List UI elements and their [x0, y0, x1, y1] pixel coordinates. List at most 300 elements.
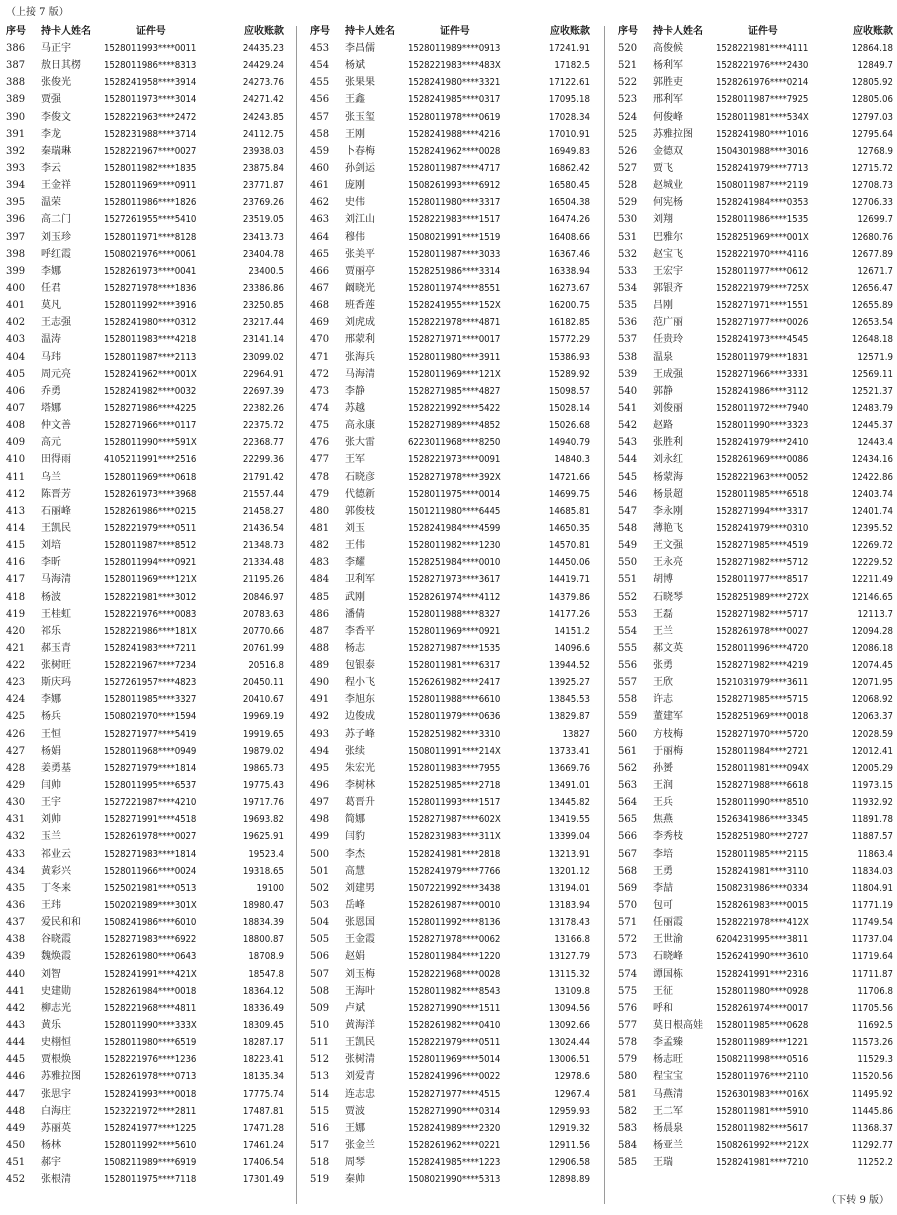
- amount-receivable: 11711.87: [851, 968, 893, 980]
- table-row: [6, 967, 284, 984]
- amount-receivable: 11292.77: [851, 1140, 893, 1151]
- cardholder-name: 周琴: [345, 1157, 365, 1169]
- table-row: [6, 41, 284, 58]
- amount-receivable: 12655.89: [851, 300, 893, 312]
- amount-receivable: 12805.06: [851, 94, 893, 106]
- amount-receivable: 12706.33: [851, 197, 893, 209]
- amount-receivable: 11520.56: [851, 1071, 893, 1083]
- cardholder-name: 王世渝: [653, 934, 683, 946]
- id-number: 1528221967****7234: [104, 660, 197, 672]
- cardholder-name: 丁冬来: [41, 882, 71, 894]
- amount-receivable: 14570.81: [548, 540, 590, 552]
- row-no: 555: [618, 642, 638, 654]
- cardholder-name: 高慧: [345, 865, 365, 877]
- cardholder-name: 杨景超: [653, 488, 683, 500]
- cardholder-name: 王娜: [345, 1122, 365, 1134]
- row-no: 420: [6, 625, 26, 637]
- table-row: [310, 984, 590, 1001]
- table-row: [618, 641, 893, 658]
- cardholder-name: 贾飞: [653, 162, 673, 174]
- table-row: [618, 127, 893, 144]
- amount-receivable: 15386.93: [548, 351, 590, 363]
- id-number: 1528271982****4219: [716, 660, 809, 672]
- row-no: 441: [6, 985, 26, 997]
- id-number: 1528011986****1826: [104, 197, 197, 209]
- amount-receivable: 19879.02: [242, 745, 284, 757]
- row-no: 396: [6, 214, 26, 226]
- row-no: 527: [618, 162, 638, 174]
- row-no: 502: [310, 882, 330, 894]
- cardholder-name: 张树旺: [41, 660, 71, 672]
- cardholder-name: 董建军: [653, 711, 683, 723]
- id-number: 1528011993****0011: [104, 43, 197, 54]
- row-no: 501: [310, 865, 330, 877]
- row-no: 414: [6, 522, 26, 534]
- id-number: 1528011985****6518: [716, 488, 809, 500]
- id-number: 1528261973****0041: [104, 265, 197, 277]
- id-number: 1508261993****6912: [408, 180, 501, 192]
- table-row: [6, 641, 284, 658]
- table-row: [6, 812, 284, 829]
- amount-receivable: 14940.79: [548, 437, 590, 449]
- row-no: 541: [618, 402, 638, 414]
- row-no: 444: [6, 1037, 26, 1049]
- amount-receivable: 12012.41: [851, 745, 893, 757]
- id-number: 1528261984****0018: [104, 985, 197, 997]
- id-number: 1528221978****412X: [716, 917, 809, 929]
- amount-receivable: 24243.85: [242, 111, 284, 123]
- table-rows: [310, 41, 590, 1189]
- id-number: 1508021976****0061: [104, 248, 197, 260]
- cardholder-name: 王征: [653, 985, 673, 997]
- id-number: 1528221976****2430: [716, 60, 809, 72]
- cardholder-name: 刘江山: [345, 214, 375, 226]
- row-no: 454: [310, 60, 330, 72]
- table-row: [6, 761, 284, 778]
- table-row: [618, 92, 893, 109]
- amount-receivable: 13827: [562, 728, 590, 740]
- table-row: [618, 590, 893, 607]
- amount-receivable: 12229.52: [851, 557, 893, 569]
- cardholder-name: 张根清: [41, 1174, 71, 1186]
- cardholder-name: 巴雅尔: [653, 231, 683, 243]
- table-row: [6, 92, 284, 109]
- row-no: 585: [618, 1157, 638, 1169]
- cardholder-name: 郝文英: [653, 642, 683, 654]
- cardholder-name: 王勇: [653, 865, 673, 877]
- table-row: [6, 744, 284, 761]
- id-number: 1528241981****7210: [716, 1157, 809, 1169]
- header-no: 序号: [6, 26, 26, 37]
- cardholder-name: 王宇: [41, 797, 61, 809]
- table-row: [310, 1069, 590, 1086]
- amount-receivable: 16367.46: [548, 248, 590, 260]
- id-number: 1528011985****3327: [104, 694, 197, 706]
- id-number: 1508261992****212X: [716, 1140, 809, 1151]
- cardholder-name: 刘爱青: [345, 1071, 375, 1083]
- table-row: [618, 709, 893, 726]
- amount-receivable: 11692.5: [857, 1020, 893, 1032]
- id-number: 1528271990****0314: [408, 1105, 501, 1117]
- amount-receivable: 14650.35: [548, 522, 590, 534]
- id-number: 1528271982****5712: [716, 557, 809, 569]
- amount-receivable: 18287.17: [242, 1037, 284, 1049]
- table-row: [618, 1087, 893, 1104]
- row-no: 469: [310, 317, 330, 329]
- amount-receivable: 20410.67: [242, 694, 284, 706]
- amount-receivable: 11719.64: [851, 951, 893, 963]
- cardholder-name: 王桂虹: [41, 608, 71, 620]
- id-number: 1508021970****1594: [104, 711, 197, 723]
- amount-receivable: 23413.73: [242, 231, 284, 243]
- row-no: 522: [618, 77, 638, 89]
- row-no: 582: [618, 1105, 638, 1117]
- row-no: 476: [310, 437, 330, 449]
- table-row: [618, 607, 893, 624]
- cardholder-name: 李旭东: [345, 694, 375, 706]
- row-no: 508: [310, 985, 330, 997]
- row-no: 537: [618, 334, 638, 346]
- cardholder-name: 苏丽英: [41, 1122, 71, 1134]
- table-row: [618, 470, 893, 487]
- id-number: 1528011994****0921: [104, 557, 197, 569]
- row-no: 493: [310, 728, 330, 740]
- id-number: 1528261982****0410: [408, 1020, 501, 1032]
- id-number: 1528221967****0027: [104, 145, 197, 157]
- row-no: 421: [6, 642, 26, 654]
- cardholder-name: 胡博: [653, 574, 673, 586]
- row-no: 546: [618, 488, 638, 500]
- amount-receivable: 24435.23: [242, 43, 284, 54]
- row-no: 399: [6, 265, 26, 277]
- row-no: 461: [310, 180, 330, 192]
- cardholder-name: 谷晓霞: [41, 934, 71, 946]
- amount-receivable: 13845.53: [548, 694, 590, 706]
- amount-receivable: 16408.66: [548, 231, 590, 243]
- amount-receivable: 19625.91: [242, 831, 284, 843]
- id-number: 1528241989****2320: [408, 1122, 501, 1134]
- amount-receivable: 14379.86: [548, 591, 590, 603]
- row-no: 540: [618, 385, 638, 397]
- id-number: 1528011977****8517: [716, 574, 809, 586]
- table-row: [6, 384, 284, 401]
- row-no: 387: [6, 60, 26, 72]
- table-row: [310, 692, 590, 709]
- amount-receivable: 23519.05: [242, 214, 284, 226]
- amount-receivable: 12269.72: [851, 540, 893, 552]
- table-row: [6, 1001, 284, 1018]
- table-row: [6, 58, 284, 75]
- amount-receivable: 12445.37: [851, 420, 893, 432]
- amount-receivable: 20770.66: [242, 625, 284, 637]
- amount-receivable: 15289.92: [548, 368, 590, 380]
- amount-receivable: 12919.32: [548, 1122, 590, 1134]
- row-no: 395: [6, 197, 26, 209]
- table-row: [618, 778, 893, 795]
- table-row: [618, 967, 893, 984]
- cardholder-name: 李云: [41, 162, 61, 174]
- table-row: [310, 812, 590, 829]
- amount-receivable: 18364.12: [242, 985, 284, 997]
- amount-receivable: 21557.44: [242, 488, 284, 500]
- table-row: [618, 178, 893, 195]
- table-row: [310, 641, 590, 658]
- table-row: [6, 367, 284, 384]
- id-number: 1528011971****8128: [104, 231, 197, 243]
- id-number: 1528011985****2115: [716, 848, 809, 860]
- table-row: [310, 778, 590, 795]
- row-no: 447: [6, 1088, 26, 1100]
- table-row: [618, 881, 893, 898]
- id-number: 1528271989****4852: [408, 420, 501, 432]
- table-row: [618, 212, 893, 229]
- cardholder-name: 刘玉: [345, 522, 365, 534]
- table-row: [6, 829, 284, 846]
- row-no: 393: [6, 162, 26, 174]
- id-number: 1528271977****4515: [408, 1088, 501, 1100]
- table-row: [310, 1018, 590, 1035]
- amount-receivable: 20516.8: [248, 660, 284, 672]
- table-row: [6, 864, 284, 881]
- cardholder-name: 苏子峰: [345, 728, 375, 740]
- cardholder-name: 温荣: [41, 197, 61, 209]
- amount-receivable: 17122.61: [548, 77, 590, 89]
- column-divider-1: [296, 26, 297, 1204]
- amount-receivable: 12911.56: [548, 1140, 590, 1151]
- header-amount: 应收账款: [244, 26, 284, 37]
- row-no: 521: [618, 60, 638, 72]
- table-row: [618, 538, 893, 555]
- cardholder-name: 李树林: [345, 780, 375, 792]
- amount-receivable: 12569.11: [851, 368, 893, 380]
- amount-receivable: 11368.37: [851, 1122, 893, 1134]
- id-number: 1528261974****0017: [716, 1002, 809, 1014]
- cardholder-name: 杨志: [345, 642, 365, 654]
- id-number: 1528011981****6317: [408, 660, 501, 672]
- id-number: 1527261955****5410: [104, 214, 197, 226]
- amount-receivable: 17471.28: [242, 1122, 284, 1134]
- id-number: 1528271982****5717: [716, 608, 809, 620]
- cardholder-name: 杨志旺: [653, 1054, 683, 1066]
- cardholder-name: 王恒: [41, 728, 61, 740]
- amount-receivable: 13399.04: [548, 831, 590, 843]
- id-number: 1528221968****0028: [408, 968, 501, 980]
- row-no: 477: [310, 454, 330, 466]
- table-row: [618, 350, 893, 367]
- id-number: 1528261969****0086: [716, 454, 809, 466]
- row-no: 581: [618, 1088, 638, 1100]
- table-row: [6, 607, 284, 624]
- amount-receivable: 19717.76: [242, 797, 284, 809]
- table-row: [618, 984, 893, 1001]
- table-row: [310, 230, 590, 247]
- id-number: 1528221983****1517: [408, 214, 501, 226]
- table-header: [6, 24, 284, 41]
- amount-receivable: 12677.89: [851, 248, 893, 260]
- row-no: 514: [310, 1088, 330, 1100]
- row-no: 416: [6, 557, 26, 569]
- cardholder-name: 赵路: [653, 420, 673, 432]
- amount-receivable: 12699.7: [857, 214, 893, 226]
- table-row: [618, 572, 893, 589]
- amount-receivable: 18223.41: [242, 1054, 284, 1066]
- table-row: [618, 812, 893, 829]
- row-no: 577: [618, 1020, 638, 1032]
- cardholder-name: 方枝梅: [653, 728, 683, 740]
- id-number: 1528241984****4599: [408, 522, 501, 534]
- table-row: [618, 58, 893, 75]
- id-number: 1526301983****016X: [716, 1088, 809, 1100]
- row-no: 406: [6, 385, 26, 397]
- table-row: [6, 110, 284, 127]
- amount-receivable: 13178.43: [548, 917, 590, 929]
- id-number: 1527261957****4823: [104, 677, 197, 689]
- amount-receivable: 21436.54: [242, 522, 284, 534]
- cardholder-name: 任贵玲: [653, 334, 683, 346]
- id-number: 1528221963****0052: [716, 471, 809, 483]
- cardholder-name: 李龙: [41, 128, 61, 140]
- cardholder-name: 张美平: [345, 248, 375, 260]
- row-no: 390: [6, 111, 26, 123]
- amount-receivable: 11973.15: [851, 780, 893, 792]
- amount-receivable: 12063.37: [851, 711, 893, 723]
- cardholder-name: 李杰: [345, 848, 365, 860]
- amount-receivable: 13006.51: [548, 1054, 590, 1066]
- row-no: 455: [310, 77, 330, 89]
- table-row: [6, 1035, 284, 1052]
- amount-receivable: 12086.18: [851, 642, 893, 654]
- cardholder-name: 贾根焕: [41, 1054, 71, 1066]
- cardholder-name: 王宏宇: [653, 265, 683, 277]
- table-row: [6, 675, 284, 692]
- row-no: 426: [6, 728, 26, 740]
- row-no: 558: [618, 694, 638, 706]
- cardholder-name: 王二军: [653, 1105, 683, 1117]
- row-no: 551: [618, 574, 638, 586]
- id-number: 1528241979****0310: [716, 522, 809, 534]
- row-no: 571: [618, 917, 638, 929]
- amount-receivable: 12768.9: [857, 145, 893, 157]
- row-no: 498: [310, 814, 330, 826]
- cardholder-name: 陈晋芳: [41, 488, 71, 500]
- amount-receivable: 11706.8: [857, 985, 893, 997]
- id-number: 1528271985****5715: [716, 694, 809, 706]
- cardholder-name: 穆伟: [345, 231, 365, 243]
- cardholder-name: 贾波: [345, 1105, 365, 1117]
- cardholder-name: 石晓彦: [345, 471, 375, 483]
- cardholder-name: 杨斌: [345, 60, 365, 72]
- cardholder-name: 郭胜吏: [653, 77, 683, 89]
- table-row: [310, 367, 590, 384]
- amount-receivable: 23386.86: [242, 282, 284, 294]
- row-no: 525: [618, 128, 638, 140]
- id-number: 1528271970****5720: [716, 728, 809, 740]
- id-number: 1528241986****3112: [716, 385, 809, 397]
- row-no: 519: [310, 1174, 330, 1186]
- id-number: 1528251986****3314: [408, 265, 501, 277]
- amount-receivable: 13115.32: [548, 968, 590, 980]
- id-number: 1528011990****591X: [104, 437, 197, 449]
- id-number: 1528011992****3916: [104, 300, 197, 312]
- table-row: [618, 1001, 893, 1018]
- id-number: 6223011968****8250: [408, 437, 501, 449]
- cardholder-name: 马燕清: [653, 1088, 683, 1100]
- amount-receivable: 12571.9: [857, 351, 893, 363]
- table-row: [618, 624, 893, 641]
- table-row: [618, 727, 893, 744]
- cardholder-name: 王兵: [653, 797, 673, 809]
- amount-receivable: 19523.4: [248, 848, 284, 860]
- row-no: 460: [310, 162, 330, 174]
- amount-receivable: 12708.73: [851, 180, 893, 192]
- cardholder-name: 塔娜: [41, 402, 61, 414]
- row-no: 564: [618, 797, 638, 809]
- id-number: 1528271966****0117: [104, 420, 197, 432]
- row-no: 419: [6, 608, 26, 620]
- id-number: 1528011975****7118: [104, 1174, 197, 1186]
- table-row: [6, 178, 284, 195]
- cardholder-name: 王金霞: [345, 934, 375, 946]
- cardholder-name: 刘翔: [653, 214, 673, 226]
- table-row: [618, 144, 893, 161]
- amount-receivable: 12648.18: [851, 334, 893, 346]
- id-number: 1528011979****0636: [408, 711, 501, 723]
- amount-receivable: 15026.68: [548, 420, 590, 432]
- amount-receivable: 16504.38: [548, 197, 590, 209]
- table-row: [310, 161, 590, 178]
- table-row: [6, 161, 284, 178]
- cardholder-name: 张树清: [345, 1054, 375, 1066]
- table-row: [618, 1138, 893, 1155]
- cardholder-name: 薄艳飞: [653, 522, 683, 534]
- row-no: 579: [618, 1054, 638, 1066]
- amount-receivable: 17461.24: [242, 1140, 284, 1151]
- id-number: 1528221983****483X: [408, 60, 501, 72]
- row-no: 434: [6, 865, 26, 877]
- row-no: 448: [6, 1105, 26, 1117]
- id-number: 1528221976****0083: [104, 608, 197, 620]
- table-row: [6, 315, 284, 332]
- amount-receivable: 13194.01: [548, 882, 590, 894]
- id-number: 1528241996****0022: [408, 1071, 501, 1083]
- cardholder-name: 石晓琴: [653, 591, 683, 603]
- table-row: [6, 298, 284, 315]
- cardholder-name: 刘永红: [653, 454, 683, 466]
- table-row: [618, 1069, 893, 1086]
- row-no: 563: [618, 780, 638, 792]
- id-number: 1528221981****3012: [104, 591, 197, 603]
- id-number: 1528251989****272X: [716, 591, 809, 603]
- table-row: [618, 761, 893, 778]
- cardholder-name: 简娜: [345, 814, 365, 826]
- amount-receivable: 13109.8: [554, 985, 590, 997]
- id-number: 1528241980****3321: [408, 77, 501, 89]
- amount-receivable: 21348.73: [242, 540, 284, 552]
- cardholder-name: 黄海洋: [345, 1020, 375, 1032]
- id-number: 4105211991****2516: [104, 454, 197, 466]
- row-no: 478: [310, 471, 330, 483]
- table-row: [6, 195, 284, 212]
- id-number: 1521031979****3611: [716, 677, 809, 689]
- id-number: 1527221987****4210: [104, 797, 197, 809]
- amount-receivable: 16949.83: [548, 145, 590, 157]
- cardholder-name: 周元亮: [41, 368, 71, 380]
- cardholder-name: 史建勋: [41, 985, 71, 997]
- table-row: [310, 727, 590, 744]
- amount-receivable: 11529.3: [857, 1054, 893, 1066]
- row-no: 439: [6, 951, 26, 963]
- row-no: 442: [6, 1002, 26, 1014]
